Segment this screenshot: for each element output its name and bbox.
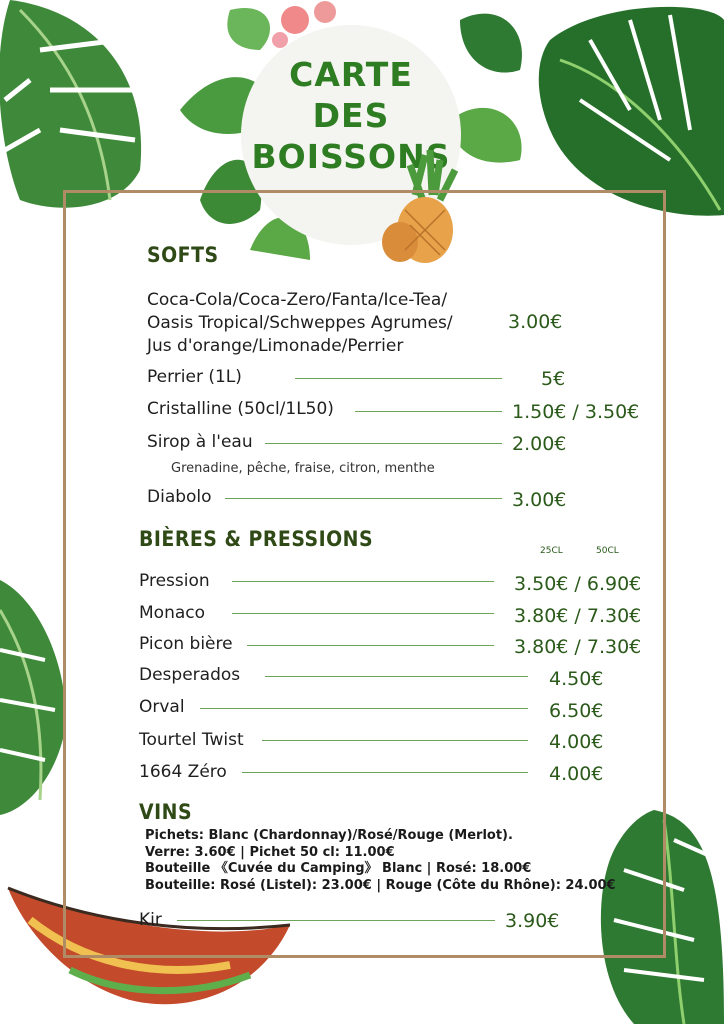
menu-item-name: Diabolo [147,487,212,507]
leader-line [262,740,528,741]
menu-item-name: Sirop à l'eau [147,432,253,452]
section-heading-bieres: BIÈRES & PRESSIONS [139,527,374,551]
leader-line [355,411,502,412]
section-heading-softs: SOFTS [147,243,219,267]
menu-item-price: 4.50€ [549,668,604,690]
softs-multi-line-3: Jus d'orange/Limonade/Perrier [147,336,404,356]
leader-line [232,613,494,614]
menu-item-name: Orval [139,697,185,717]
column-label-25cl: 25CL [540,546,563,556]
monstera-leaf-top-left-icon [0,0,160,220]
title-line-3: BOISSONS [251,137,451,176]
leader-line [242,772,528,773]
menu-item-name: Perrier (1L) [147,367,242,387]
menu-item-name: Pression [139,571,210,591]
menu-item-price: 3.50€ / 6.90€ [514,573,642,595]
title-line-1: CARTE [289,55,413,94]
menu-item-name: Kir [139,910,162,930]
softs-multi-price: 3.00€ [508,311,563,333]
leader-line [295,378,502,379]
menu-item-name: Desperados [139,665,241,685]
leader-line [200,708,528,709]
monstera-leaf-left-icon [0,580,70,820]
softs-multi-line-2: Oasis Tropical/Schweppes Agrumes/ [147,313,453,333]
leader-line [265,443,502,444]
leader-line [177,920,495,921]
title-line-2: DES [312,96,390,135]
menu-item-name: Monaco [139,603,206,623]
menu-item-price: 4.00€ [549,731,604,753]
leader-line [247,645,494,646]
leader-line [225,498,502,499]
menu-item-price: 1.50€ / 3.50€ [512,401,640,423]
wine-line: Bouteille 《Cuvée du Camping》 Blanc | Rosé: 18.00€ [145,861,532,876]
wine-line: Pichets: Blanc (Chardonnay)/Rosé/Rouge (Merlot). [145,828,513,843]
softs-multi-line-1: Coca-Cola/Coca-Zero/Fanta/Ice-Tea/ [147,290,448,310]
menu-item-name: Cristalline (50cl/1L50) [147,399,334,419]
wine-details [145,828,616,894]
menu-item-price: 3.90€ [505,910,560,932]
monstera-leaf-top-right-icon [520,0,724,220]
menu-item-name: Tourtel Twist [139,730,244,750]
menu-item-price: 3.80€ / 7.30€ [514,605,642,627]
softs-multi-item [147,289,453,358]
menu-item-price: 4.00€ [549,763,604,785]
section-heading-vins: VINS [139,800,193,824]
menu-item-price: 6.50€ [549,700,604,722]
wine-line: Bouteille: Rosé (Listel): 23.00€ | Rouge (Côte du Rhône): 24.00€ [145,877,616,893]
menu-item-price: 3.00€ [512,489,567,511]
menu-item-price: 5€ [541,368,566,390]
menu-item-name: 1664 Zéro [139,762,227,782]
wine-line: Verre: 3.60€ | Pichet 50 cl: 11.00€ [145,844,395,860]
menu-item-price: 3.80€ / 7.30€ [514,636,642,658]
column-label-50cl: 50CL [596,546,619,556]
menu-item-price: 2.00€ [512,433,567,455]
sirop-flavors: Grenadine, pêche, fraise, citron, menthe [171,461,435,476]
menu-item-name: Picon bière [139,634,233,654]
leader-line [265,676,528,677]
leader-line [232,581,494,582]
